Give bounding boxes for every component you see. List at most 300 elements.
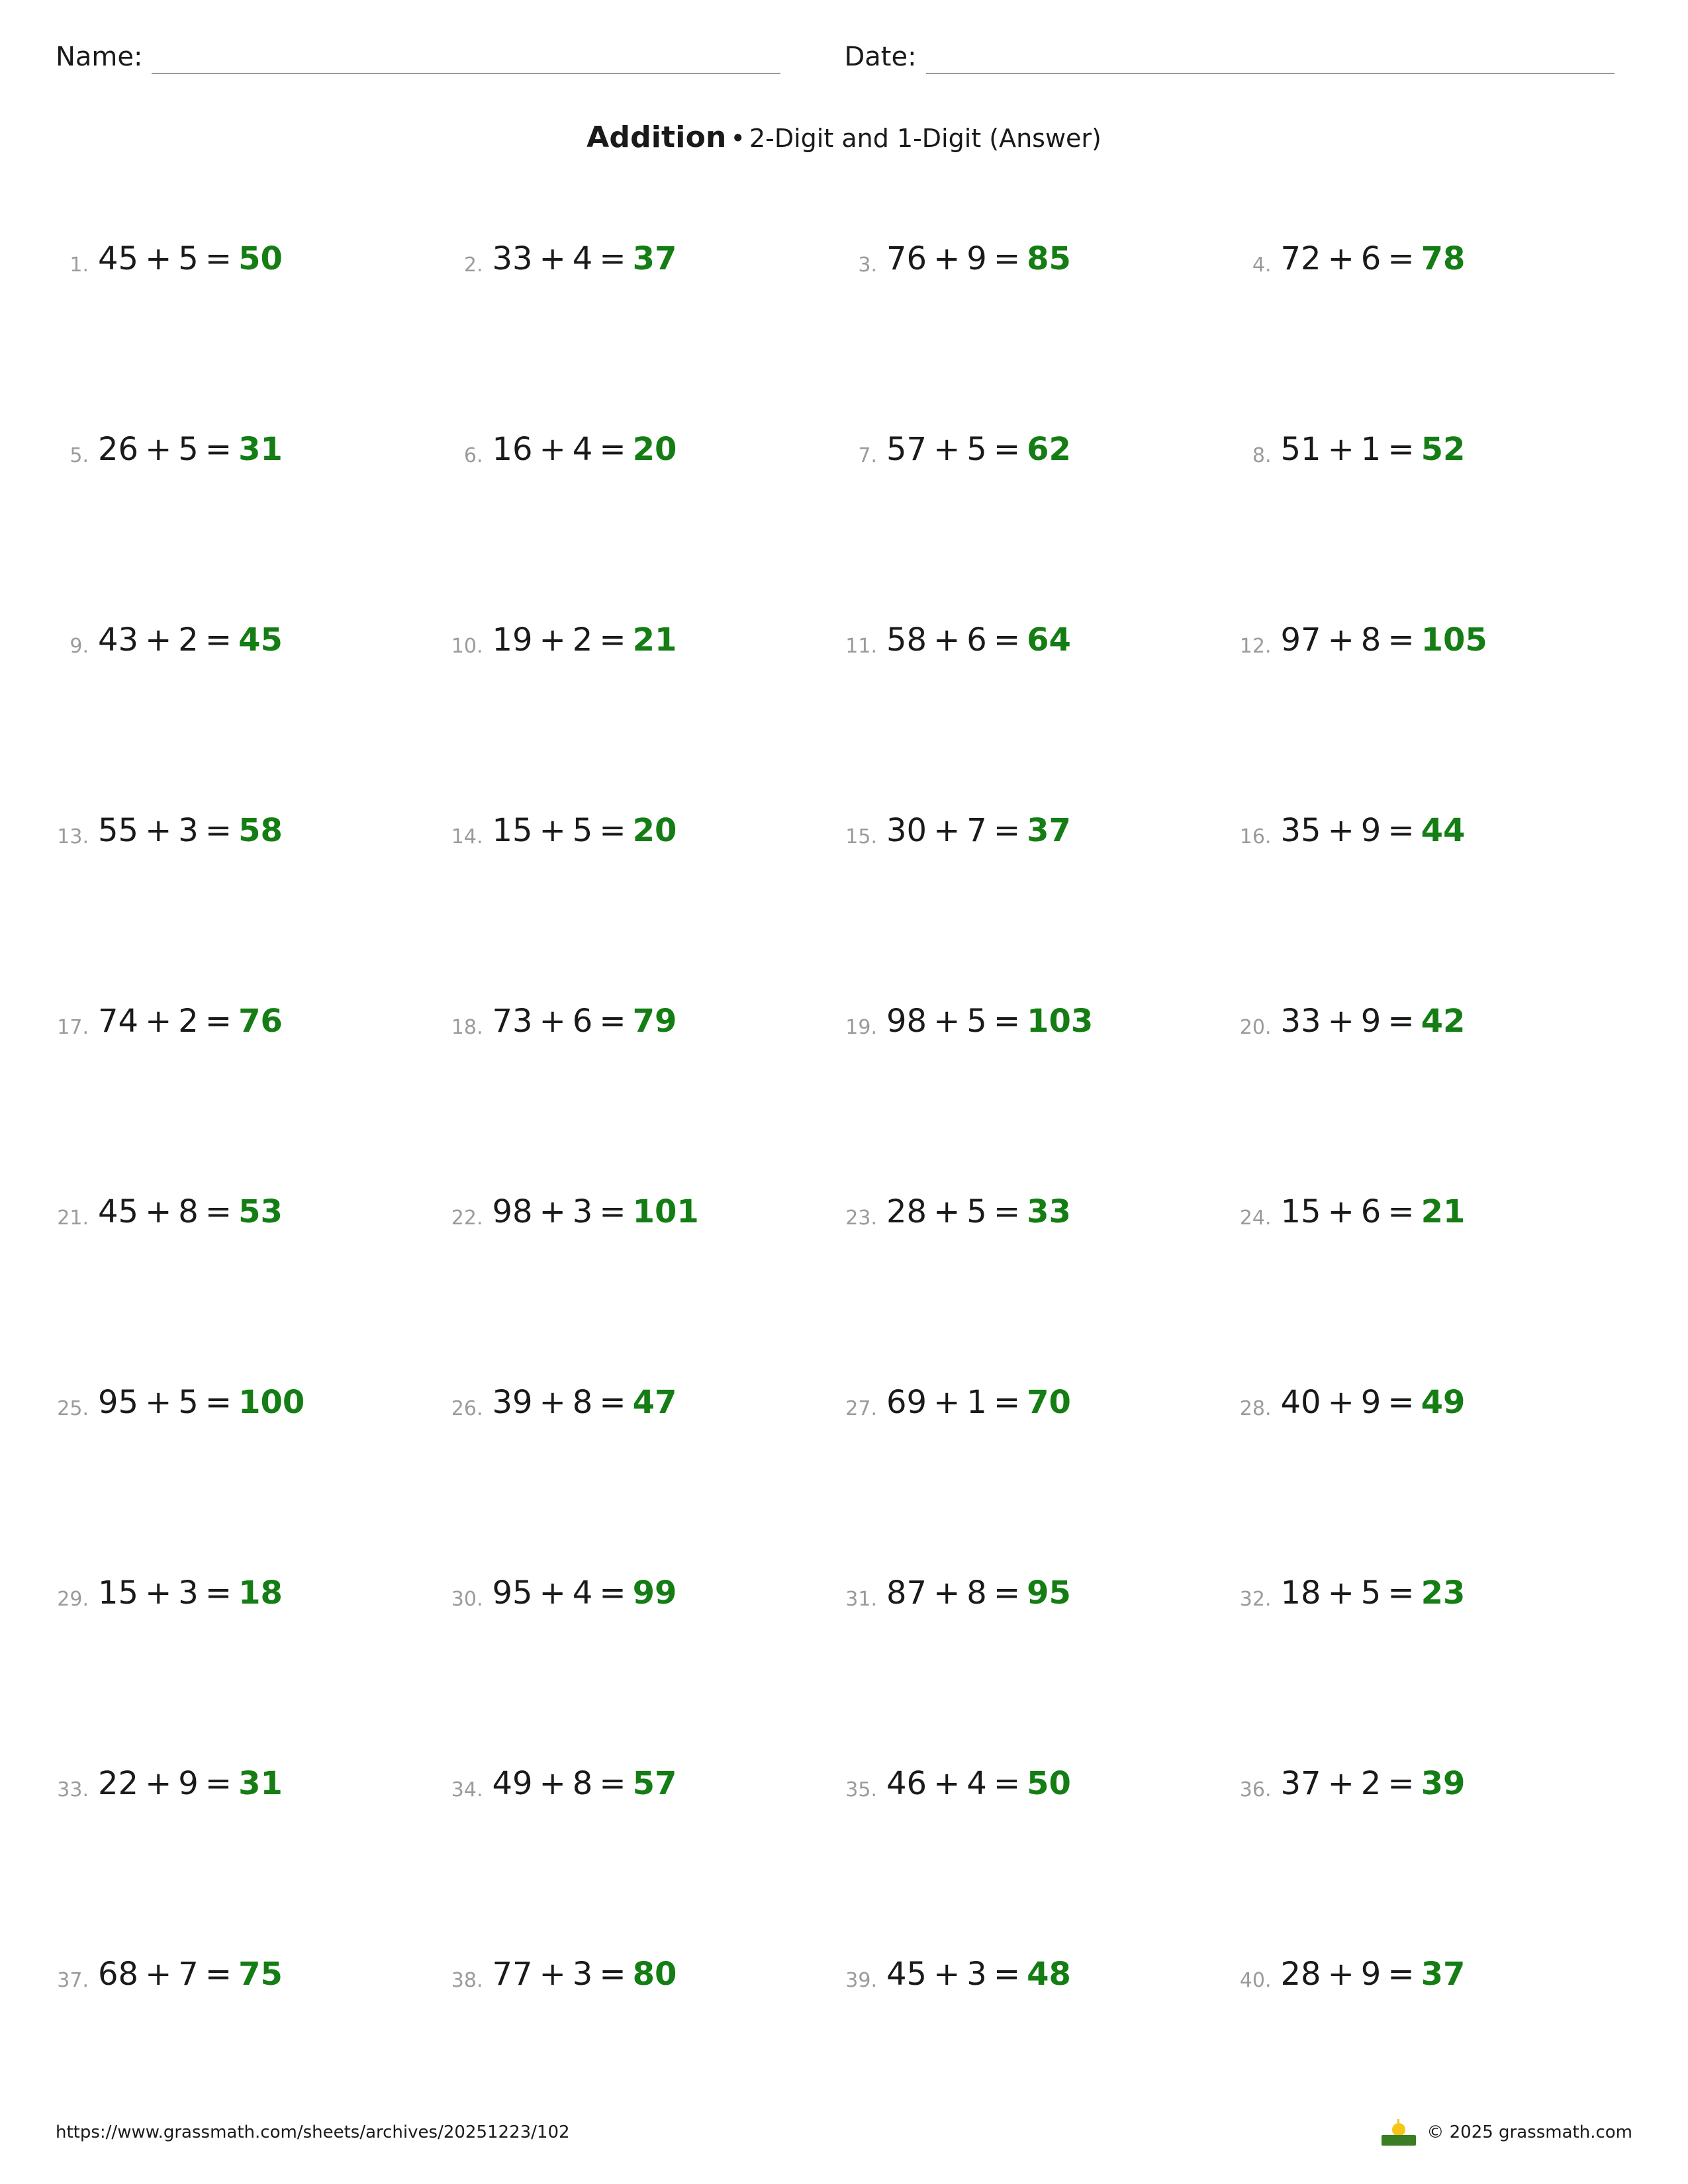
- problem-item: [1239, 1379, 1633, 1569]
- equals-sign: =: [1387, 812, 1415, 849]
- equals-sign: =: [599, 1003, 626, 1040]
- equals-sign: =: [1387, 1193, 1415, 1230]
- problem-item: [56, 235, 450, 426]
- operand-second: 2: [178, 621, 199, 659]
- sun-over-grass-icon: [1382, 2119, 1416, 2146]
- equals-sign: =: [599, 1956, 626, 1993]
- problem-item: [1239, 1569, 1633, 1760]
- problem-item: [56, 1760, 450, 1950]
- problem-expression: [98, 813, 283, 848]
- answer-value: 39: [1421, 1765, 1466, 1802]
- problem-item: [1239, 1950, 1633, 2141]
- equals-sign: =: [1387, 1574, 1415, 1612]
- problem-item: [450, 807, 845, 997]
- plus-operator: +: [1327, 1193, 1354, 1230]
- problem-item: [450, 1950, 845, 2141]
- plus-operator: +: [145, 1574, 172, 1612]
- problem-number: 27.: [845, 1397, 877, 1420]
- plus-operator: +: [145, 621, 172, 659]
- equals-sign: =: [205, 1193, 232, 1230]
- name-input-line[interactable]: [152, 41, 780, 74]
- equals-sign: =: [993, 1956, 1021, 1993]
- problem-number: 23.: [845, 1206, 877, 1230]
- date-field[interactable]: [844, 41, 1614, 74]
- operand-first: 49: [492, 1765, 533, 1802]
- problem-number: 28.: [1239, 1397, 1272, 1420]
- problem-item: [844, 616, 1239, 807]
- problem-item: [844, 1569, 1239, 1760]
- problem-item: [450, 997, 845, 1188]
- problem-item: [844, 807, 1239, 997]
- operand-second: 5: [178, 1384, 199, 1421]
- operand-second: 9: [1360, 1003, 1382, 1040]
- problem-number: 5.: [70, 444, 89, 467]
- operand-first: 39: [492, 1384, 533, 1421]
- operand-second: 5: [1360, 1574, 1382, 1612]
- plus-operator: +: [933, 621, 961, 659]
- operand-second: 6: [1360, 240, 1382, 277]
- equals-sign: =: [599, 1765, 626, 1802]
- operand-second: 3: [572, 1193, 593, 1230]
- answer-value: 52: [1421, 431, 1466, 468]
- problem-item: [1239, 235, 1633, 426]
- operand-first: 45: [98, 240, 139, 277]
- plus-operator: +: [539, 1193, 566, 1230]
- operand-second: 8: [572, 1384, 593, 1421]
- operand-second: 2: [1360, 1765, 1382, 1802]
- equals-sign: =: [1387, 1956, 1415, 1993]
- problem-item: [450, 1760, 845, 1950]
- operand-second: 7: [966, 812, 987, 849]
- problem-expression: [98, 1766, 283, 1801]
- operand-first: 35: [1280, 812, 1321, 849]
- operand-first: 69: [886, 1384, 927, 1421]
- problem-expression: [1281, 1195, 1466, 1230]
- plus-operator: +: [539, 812, 566, 849]
- problem-expression: [492, 242, 677, 277]
- equals-sign: =: [599, 1384, 626, 1421]
- equals-sign: =: [599, 1193, 626, 1230]
- equals-sign: =: [993, 1574, 1021, 1612]
- operand-second: 5: [178, 431, 199, 468]
- answer-value: 50: [1027, 1765, 1071, 1802]
- problem-item: [56, 1950, 450, 2141]
- problem-item: [844, 1760, 1239, 1950]
- problem-number: 4.: [1252, 253, 1272, 277]
- problem-item: [450, 1569, 845, 1760]
- problem-item: [450, 1188, 845, 1379]
- equals-sign: =: [205, 1956, 232, 1993]
- plus-operator: +: [1327, 1384, 1354, 1421]
- problem-item: [1239, 1188, 1633, 1379]
- problem-number: 31.: [845, 1588, 877, 1611]
- plus-operator: +: [145, 431, 172, 468]
- equals-sign: =: [205, 240, 232, 277]
- problem-number: 36.: [1239, 1778, 1272, 1801]
- footer-brand: [1382, 2119, 1632, 2146]
- title-separator: •: [730, 124, 745, 153]
- problem-expression: [98, 432, 283, 467]
- date-input-line[interactable]: [926, 41, 1615, 74]
- equals-sign: =: [599, 1574, 626, 1612]
- plus-operator: +: [933, 1384, 961, 1421]
- problem-item: [1239, 616, 1633, 807]
- problem-item: [844, 1379, 1239, 1569]
- answer-value: 33: [1027, 1193, 1071, 1230]
- equals-sign: =: [993, 1003, 1021, 1040]
- answer-value: 20: [632, 431, 677, 468]
- problem-item: [844, 426, 1239, 616]
- operand-first: 95: [492, 1574, 533, 1612]
- plus-operator: +: [1327, 1765, 1354, 1802]
- problem-number: 14.: [451, 825, 483, 848]
- answer-value: 64: [1027, 621, 1071, 659]
- equals-sign: =: [1387, 1003, 1415, 1040]
- problem-number: 26.: [451, 1397, 483, 1420]
- equals-sign: =: [993, 812, 1021, 849]
- operand-second: 4: [572, 431, 593, 468]
- operand-first: 76: [886, 240, 927, 277]
- operand-second: 9: [1360, 812, 1382, 849]
- answer-value: 37: [1027, 812, 1071, 849]
- equals-sign: =: [599, 431, 626, 468]
- operand-second: 8: [572, 1765, 593, 1802]
- operand-first: 87: [886, 1574, 927, 1612]
- operand-second: 6: [1360, 1193, 1382, 1230]
- problem-expression: [886, 242, 1071, 277]
- operand-second: 3: [966, 1956, 987, 1993]
- operand-first: 72: [1280, 240, 1321, 277]
- operand-first: 45: [886, 1956, 927, 1993]
- answer-value: 42: [1421, 1003, 1466, 1040]
- plus-operator: +: [145, 1384, 172, 1421]
- answer-value: 31: [238, 1765, 283, 1802]
- operand-first: 77: [492, 1956, 533, 1993]
- operand-second: 2: [572, 621, 593, 659]
- equals-sign: =: [1387, 621, 1415, 659]
- problem-item: [56, 1569, 450, 1760]
- operand-second: 9: [966, 240, 987, 277]
- answer-value: 20: [632, 812, 677, 849]
- plus-operator: +: [1327, 812, 1354, 849]
- equals-sign: =: [1387, 240, 1415, 277]
- operand-first: 51: [1280, 431, 1321, 468]
- equals-sign: =: [1387, 431, 1415, 468]
- operand-second: 2: [178, 1003, 199, 1040]
- problem-number: 25.: [57, 1397, 89, 1420]
- operand-first: 19: [492, 621, 533, 659]
- plus-operator: +: [1327, 1574, 1354, 1612]
- problem-item: [56, 807, 450, 997]
- problem-expression: [1281, 432, 1466, 467]
- worksheet-header: [56, 41, 1632, 74]
- problem-expression: [886, 1576, 1071, 1611]
- problem-item: [1239, 997, 1633, 1188]
- answer-value: 21: [1421, 1193, 1466, 1230]
- answer-value: 18: [238, 1574, 283, 1612]
- operand-first: 68: [98, 1956, 139, 1993]
- problem-expression: [886, 1766, 1071, 1801]
- answer-value: 76: [238, 1003, 283, 1040]
- problem-number: 40.: [1239, 1969, 1272, 1992]
- operand-second: 3: [178, 812, 199, 849]
- problem-expression: [98, 1957, 283, 1992]
- plus-operator: +: [933, 1765, 961, 1802]
- operand-first: 33: [1280, 1003, 1321, 1040]
- problem-number: 33.: [57, 1778, 89, 1801]
- equals-sign: =: [1387, 1384, 1415, 1421]
- problem-number: 22.: [451, 1206, 483, 1230]
- problem-expression: [1281, 623, 1487, 658]
- operand-first: 45: [98, 1193, 139, 1230]
- equals-sign: =: [205, 431, 232, 468]
- operand-second: 8: [966, 1574, 987, 1612]
- operand-first: 16: [492, 431, 533, 468]
- operand-second: 5: [966, 1193, 987, 1230]
- operand-first: 55: [98, 812, 139, 849]
- operand-first: 74: [98, 1003, 139, 1040]
- problem-number: 1.: [70, 253, 89, 277]
- operand-first: 98: [492, 1193, 533, 1230]
- equals-sign: =: [993, 1384, 1021, 1421]
- operand-first: 98: [886, 1003, 927, 1040]
- plus-operator: +: [539, 1384, 566, 1421]
- problem-expression: [98, 1004, 283, 1039]
- operand-second: 9: [1360, 1956, 1382, 1993]
- problem-expression: [886, 1195, 1071, 1230]
- plus-operator: +: [933, 812, 961, 849]
- problem-number: 16.: [1239, 825, 1272, 848]
- plus-operator: +: [539, 431, 566, 468]
- problem-number: 13.: [57, 825, 89, 848]
- plus-operator: +: [539, 1574, 566, 1612]
- problem-number: 30.: [451, 1588, 483, 1611]
- answer-value: 21: [632, 621, 677, 659]
- operand-first: 97: [1280, 621, 1321, 659]
- problem-number: 32.: [1239, 1588, 1272, 1611]
- answer-value: 23: [1421, 1574, 1466, 1612]
- plus-operator: +: [1327, 1956, 1354, 1993]
- problem-item: [56, 997, 450, 1188]
- operand-second: 4: [966, 1765, 987, 1802]
- worksheet-footer: [56, 2119, 1632, 2146]
- problem-number: 6.: [463, 444, 483, 467]
- plus-operator: +: [933, 1003, 961, 1040]
- problem-item: [1239, 1760, 1633, 1950]
- problem-number: 21.: [57, 1206, 89, 1230]
- problem-expression: [886, 623, 1071, 658]
- operand-second: 5: [178, 240, 199, 277]
- plus-operator: +: [145, 240, 172, 277]
- problem-expression: [1281, 1385, 1466, 1420]
- operand-second: 6: [572, 1003, 593, 1040]
- equals-sign: =: [205, 621, 232, 659]
- plus-operator: +: [539, 1003, 566, 1040]
- operand-first: 15: [98, 1574, 139, 1612]
- problem-expression: [886, 1004, 1093, 1039]
- answer-value: 78: [1421, 240, 1466, 277]
- problem-expression: [492, 1576, 677, 1611]
- answer-value: 79: [632, 1003, 677, 1040]
- operand-first: 30: [886, 812, 927, 849]
- operand-first: 40: [1280, 1384, 1321, 1421]
- plus-operator: +: [145, 1003, 172, 1040]
- problem-number: 35.: [845, 1778, 877, 1801]
- equals-sign: =: [599, 621, 626, 659]
- title-subtitle: 2-Digit and 1-Digit (Answer): [749, 124, 1102, 153]
- answer-value: 50: [238, 240, 283, 277]
- operand-first: 15: [1280, 1193, 1321, 1230]
- problem-item: [844, 997, 1239, 1188]
- operand-first: 43: [98, 621, 139, 659]
- problem-number: 8.: [1252, 444, 1272, 467]
- problem-expression: [492, 1766, 677, 1801]
- problem-expression: [98, 623, 283, 658]
- plus-operator: +: [1327, 240, 1354, 277]
- problem-expression: [492, 432, 677, 467]
- operand-first: 95: [98, 1384, 139, 1421]
- answer-value: 99: [632, 1574, 677, 1612]
- equals-sign: =: [599, 812, 626, 849]
- problem-expression: [886, 1385, 1071, 1420]
- problem-number: 7.: [858, 444, 877, 467]
- problem-number: 18.: [451, 1016, 483, 1039]
- equals-sign: =: [993, 1765, 1021, 1802]
- problem-item: [56, 1379, 450, 1569]
- equals-sign: =: [205, 1574, 232, 1612]
- problem-item: [450, 1379, 845, 1569]
- equals-sign: =: [993, 240, 1021, 277]
- problem-expression: [492, 623, 677, 658]
- problem-number: 20.: [1239, 1016, 1272, 1039]
- source-url: https://www.grassmath.com/sheets/archives/20251223/102: [56, 2122, 570, 2142]
- problem-number: 17.: [57, 1016, 89, 1039]
- plus-operator: +: [933, 1956, 961, 1993]
- plus-operator: +: [539, 1956, 566, 1993]
- operand-first: 37: [1280, 1765, 1321, 1802]
- problem-item: [844, 235, 1239, 426]
- plus-operator: +: [145, 812, 172, 849]
- answer-value: 37: [632, 240, 677, 277]
- problem-expression: [1281, 1766, 1466, 1801]
- date-label: Date:: [844, 42, 917, 72]
- plus-operator: +: [933, 1193, 961, 1230]
- problems-grid: [56, 235, 1632, 2141]
- answer-value: 48: [1027, 1956, 1071, 1993]
- plus-operator: +: [933, 431, 961, 468]
- problem-number: 9.: [70, 635, 89, 658]
- problem-item: [450, 235, 845, 426]
- problem-number: 24.: [1239, 1206, 1272, 1230]
- problem-expression: [1281, 813, 1466, 848]
- answer-value: 47: [632, 1384, 677, 1421]
- problem-item: [56, 616, 450, 807]
- plus-operator: +: [933, 240, 961, 277]
- problem-number: 12.: [1239, 635, 1272, 658]
- problem-expression: [98, 1576, 283, 1611]
- problem-expression: [1281, 1576, 1466, 1611]
- plus-operator: +: [539, 621, 566, 659]
- problem-item: [844, 1188, 1239, 1379]
- problem-item: [56, 426, 450, 616]
- copyright-text: © 2025 grassmath.com: [1427, 2122, 1632, 2142]
- equals-sign: =: [205, 1384, 232, 1421]
- operand-second: 1: [966, 1384, 987, 1421]
- name-label: Name:: [56, 42, 143, 72]
- problem-expression: [492, 1385, 677, 1420]
- operand-first: 28: [1280, 1956, 1321, 1993]
- answer-value: 53: [238, 1193, 283, 1230]
- answer-value: 105: [1421, 621, 1487, 659]
- title-main: Addition: [586, 120, 727, 154]
- plus-operator: +: [539, 1765, 566, 1802]
- equals-sign: =: [205, 1765, 232, 1802]
- problem-expression: [1281, 1004, 1466, 1039]
- equals-sign: =: [1387, 1765, 1415, 1802]
- plus-operator: +: [933, 1574, 961, 1612]
- equals-sign: =: [993, 431, 1021, 468]
- operand-second: 8: [178, 1193, 199, 1230]
- answer-value: 75: [238, 1956, 283, 1993]
- answer-value: 45: [238, 621, 283, 659]
- problem-expression: [1281, 1957, 1466, 1992]
- problem-expression: [492, 1957, 677, 1992]
- plus-operator: +: [1327, 431, 1354, 468]
- operand-second: 5: [572, 812, 593, 849]
- answer-value: 57: [632, 1765, 677, 1802]
- problem-expression: [1281, 242, 1466, 277]
- operand-first: 73: [492, 1003, 533, 1040]
- problem-number: 19.: [845, 1016, 877, 1039]
- problem-expression: [98, 242, 283, 277]
- problem-number: 39.: [845, 1969, 877, 1992]
- operand-second: 4: [572, 240, 593, 277]
- equals-sign: =: [205, 812, 232, 849]
- problem-number: 2.: [463, 253, 483, 277]
- problem-number: 34.: [451, 1778, 483, 1801]
- answer-value: 100: [238, 1384, 305, 1421]
- operand-first: 58: [886, 621, 927, 659]
- page-title: [56, 120, 1632, 154]
- problem-expression: [886, 432, 1071, 467]
- plus-operator: +: [145, 1765, 172, 1802]
- problem-expression: [492, 1004, 677, 1039]
- operand-second: 6: [966, 621, 987, 659]
- operand-second: 1: [1360, 431, 1382, 468]
- answer-value: 95: [1027, 1574, 1071, 1612]
- equals-sign: =: [599, 240, 626, 277]
- problem-expression: [886, 1957, 1071, 1992]
- operand-first: 15: [492, 812, 533, 849]
- problem-expression: [886, 813, 1071, 848]
- operand-second: 7: [178, 1956, 199, 1993]
- answer-value: 80: [632, 1956, 677, 1993]
- problem-item: [450, 616, 845, 807]
- answer-value: 62: [1027, 431, 1071, 468]
- operand-second: 4: [572, 1574, 593, 1612]
- problem-number: 29.: [57, 1588, 89, 1611]
- problem-expression: [98, 1195, 283, 1230]
- problem-number: 10.: [451, 635, 483, 658]
- equals-sign: =: [993, 621, 1021, 659]
- operand-second: 5: [966, 1003, 987, 1040]
- answer-value: 103: [1027, 1003, 1094, 1040]
- problem-item: [450, 426, 845, 616]
- problem-number: 15.: [845, 825, 877, 848]
- name-field[interactable]: [56, 41, 780, 74]
- operand-first: 33: [492, 240, 533, 277]
- answer-value: 70: [1027, 1384, 1071, 1421]
